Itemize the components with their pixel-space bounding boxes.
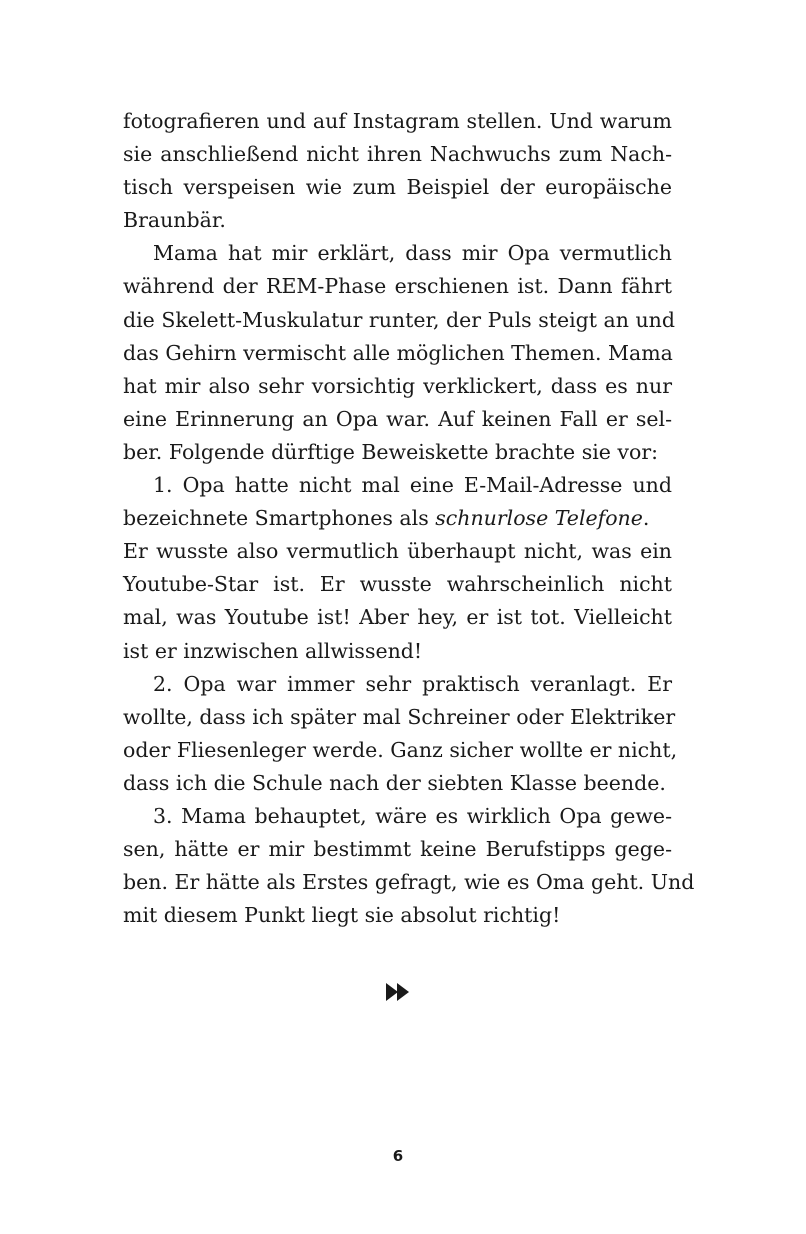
list-item-2-line: 2. Opa war immer sehr praktisch veranlagt. Er <box>153 671 672 696</box>
text-line: sen, hätte er mir bestimmt keine Berufstipps gege- <box>123 837 672 862</box>
text-line: Youtube-Star ist. Er wusste wahrscheinlich nicht <box>123 572 672 597</box>
text-line: mit diesem Punkt liegt sie absolut richtig! <box>123 903 561 928</box>
text-line: sie anschließend nicht ihren Nachwuchs zum Nach- <box>123 142 672 167</box>
text-line: Mama hat mir erklärt, dass mir Opa vermutlich <box>153 241 672 266</box>
text-line: ist er inzwischen allwissend! <box>123 638 423 663</box>
italic-term: schnurlose Telefone <box>435 506 643 531</box>
text-line: fotografieren und auf Instagram stellen. Und warum <box>123 109 672 133</box>
list-item-3-line: 3. Mama behauptet, wäre es wirklich Opa gewe- <box>153 803 672 828</box>
list-item-1-line: 1. Opa hatte nicht mal eine E-Mail-Adresse und <box>153 473 672 498</box>
text-line: mal, was Youtube ist! Aber hey, er ist tot. Vielleicht <box>123 605 672 630</box>
text-line: während der REM-Phase erschienen ist. Dann fährt <box>123 274 672 299</box>
text-fragment: . <box>642 506 650 531</box>
text-line: ben. Er hätte als Erstes gefragt, wie es Oma geht. Und <box>123 870 695 895</box>
text-line: Braunbär. <box>123 208 226 233</box>
fast-forward-icon <box>385 981 411 1003</box>
text-line: wollte, dass ich später mal Schreiner oder Elektriker <box>123 704 676 729</box>
text-line: die Skelett-Muskulatur runter, der Puls steigt an und <box>123 307 675 332</box>
text-line: hat mir also sehr vorsichtig verklickert, dass es nur <box>123 373 672 398</box>
body-text <box>123 105 695 932</box>
text-fragment: bezeichnete Smartphones als <box>123 506 436 531</box>
text-line: oder Fliesenleger werde. Ganz sicher wollte er nicht, <box>123 737 678 762</box>
text-line: das Gehirn vermischt alle möglichen Themen. Mama <box>123 340 673 365</box>
page-number: 6 <box>392 1147 404 1165</box>
text-line: ber. Folgende dürftige Beweiskette brachte sie vor: <box>123 439 659 464</box>
text-line: eine Erinnerung an Opa war. Auf keinen Fall er sel- <box>123 406 672 431</box>
text-line: tisch verspeisen wie zum Beispiel der europäische <box>123 175 672 200</box>
text-line: dass ich die Schule nach der siebten Klasse beende. <box>123 770 666 795</box>
text-line <box>123 502 672 535</box>
text-line: Er wusste also vermutlich überhaupt nicht, was ein <box>123 539 672 564</box>
